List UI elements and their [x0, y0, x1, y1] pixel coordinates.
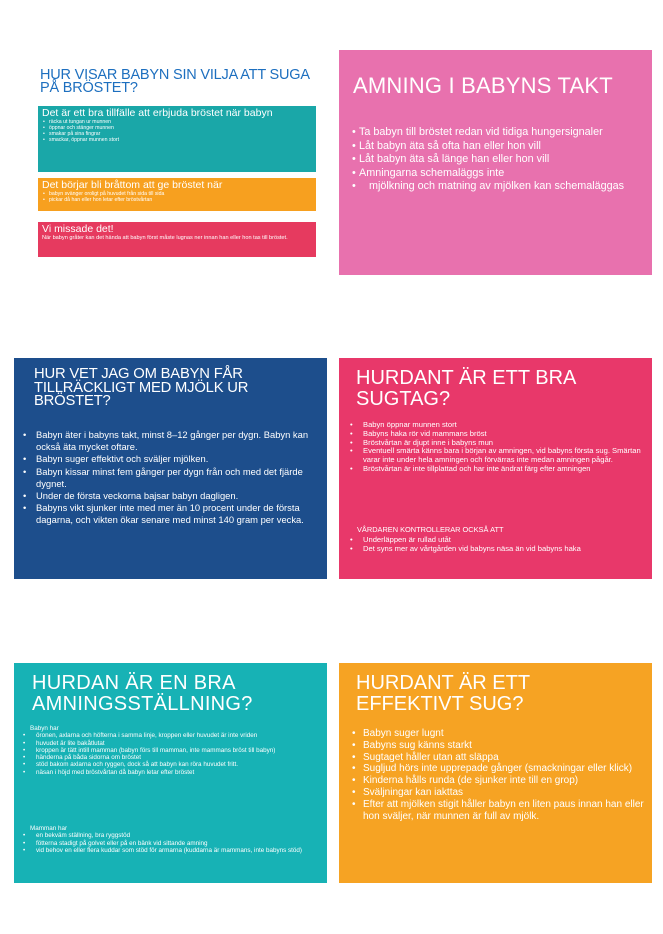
slide-title: AMNING I BABYNS TAKT — [353, 73, 613, 98]
slide-enough-milk — [14, 358, 327, 579]
list-item: • Amningarna schemaläggs inte — [359, 167, 645, 181]
hurry-signals-box — [38, 178, 316, 211]
list-item: • babyn svänger oroligt på huvudet från sida till sida — [42, 191, 312, 197]
slide-title: HUR VISAR BABYN SIN VILJA ATT SUGA PÅ BRÖSTET? — [40, 67, 310, 96]
list-item: • fötterna stadigt på golvet eller på en bänk vid sittande amning — [30, 840, 322, 847]
list-item: • näsan i höjd med bröstvårtan då babyn letar efter bröstet — [30, 769, 322, 776]
list-item: • händerna på båda sidorna om bröstet — [30, 754, 322, 761]
slide-title: HUR VET JAG OM BABYN FÅR TILLRÄCKLIGT MED MJÖLK UR BRÖSTET? — [34, 366, 249, 409]
slide-good-latch — [339, 358, 652, 579]
list-item: • vid behov en eller flera kuddar som stöd för armarna (kuddarna är mammans, inte babyns stöd) — [30, 847, 322, 854]
slide-title: HURDANT ÄR ETT BRA SUGTAG? — [356, 367, 576, 410]
list-item: • Babyns vikt sjunker inte med mer än 10 procent under de första dagarna, och vikten ökar senare med minst 140 gram per vecka. — [30, 502, 322, 526]
list-item: • huvudet är lite bakåtlutat — [30, 740, 322, 747]
list-item: • Sväljningar kan iakttas — [359, 787, 644, 799]
list-item: • Babyns haka rör vid mammans bröst — [357, 430, 642, 439]
list-item: • Babyn äter i babyns takt, minst 8–12 gånger per dygn. Babyn kan också äta mycket oftare. — [30, 429, 322, 453]
sub-list-item: • mjölkning och matning av mjölken kan schemaläggas — [359, 180, 645, 194]
list-item: • Låt babyn äta så länge han eller hon vill — [359, 153, 645, 167]
list-item: • smakar på sina fingrar — [42, 131, 312, 137]
list-item: • Underläppen är rullad utåt — [357, 536, 642, 545]
group-label: Mamman har — [30, 825, 68, 832]
slide-feeding-position — [14, 663, 327, 883]
list-item: • öppnar och stänger munnen — [42, 125, 312, 131]
list-item: • Babyns sug känns starkt — [359, 740, 644, 752]
list-item: • Babyn suger lugnt — [359, 728, 644, 740]
list-item: • stöd bakom axlarna och ryggen, dock så att babyn kan röra huvudet fritt. — [30, 761, 322, 768]
slide-feeding-on-demand — [339, 50, 652, 275]
list-item: • Efter att mjölken stigit håller babyn en liten paus innan han eller hon sväljer, när munnen är full av mjölk. — [359, 799, 644, 823]
list-item: • kroppen är tätt intill mamman (babyn förs till mamman, inte mammans bröst till babyn) — [30, 747, 322, 754]
list-item: • Bröstvårtan är djupt inne i babyns mun — [357, 439, 642, 448]
list-item: • Sugljud hörs inte upprepade gånger (smackningar eller klick) — [359, 763, 644, 775]
list-item: • Bröstvårtan är inte tillplattad och har inte ändrat färg efter amningen — [357, 465, 642, 474]
slide-effective-sucking — [339, 663, 652, 883]
missed-signals-box — [38, 222, 316, 257]
list-item: • en bekväm ställning, bra ryggstöd — [30, 832, 322, 839]
box-heading: Det är ett bra tillfälle att erbjuda bröstet när babyn — [42, 107, 273, 119]
box-heading: Vi missade det! — [42, 223, 114, 235]
list-item: • Det syns mer av vårtgården vid babyns näsa än vid babyns haka — [357, 545, 642, 554]
subheading: VÅRDAREN KONTROLLERAR OCKSÅ ATT — [357, 525, 504, 534]
list-item: • Under de första veckorna bajsar babyn dagligen. — [30, 490, 322, 502]
early-signals-box — [38, 106, 316, 172]
list-item: • Kinderna hålls runda (de sjunker inte till en grop) — [359, 775, 644, 787]
list-item: • Babyn öppnar munnen stort — [357, 421, 642, 430]
baby-position-group — [30, 725, 322, 776]
list-item: • pickar då han eller hon letar efter bröstvårtan — [42, 197, 312, 203]
list-item: • Låt babyn äta så ofta han eller hon vill — [359, 140, 645, 154]
list-item: • räcka ut tungan ur munnen — [42, 119, 312, 125]
list-item: • Sugtaget håller utan att släppa — [359, 752, 644, 764]
group-label: Babyn har — [30, 725, 59, 732]
list-item: • Ta babyn till bröstet redan vid tidiga hungersignaler — [359, 126, 645, 140]
box-heading: Det börjar bli bråttom att ge bröstet när — [42, 179, 223, 191]
list-item: • Babyn suger effektivt och sväljer mjölken. — [30, 453, 322, 465]
list-item: • öronen, axlarna och höfterna i samma linje, kroppen eller huvudet är inte vriden — [30, 732, 322, 739]
slide-title: HURDANT ÄR ETT EFFEKTIVT SUG? — [356, 672, 530, 715]
slide-baby-signals — [14, 50, 326, 280]
list-item: • Eventuell smärta känns bara i början av amningen, vid babyns första sug. Smärtan varar inte under hela amningen och förvärras inte medan amningen pågår. — [357, 447, 642, 465]
list-item: • Babyn kissar minst fem gånger per dygn från och med det fjärde dygnet. — [30, 466, 322, 490]
list-item: • smackar, öppnar munnen stort — [42, 137, 312, 143]
mother-position-group — [30, 825, 322, 854]
slide-title: HURDAN ÄR EN BRA AMNINGSSTÄLLNING? — [32, 672, 253, 715]
box-text: När babyn gråter kan det hända att babyn först måste lugnas ner innan han eller hon tas till bröstet. — [42, 235, 288, 241]
